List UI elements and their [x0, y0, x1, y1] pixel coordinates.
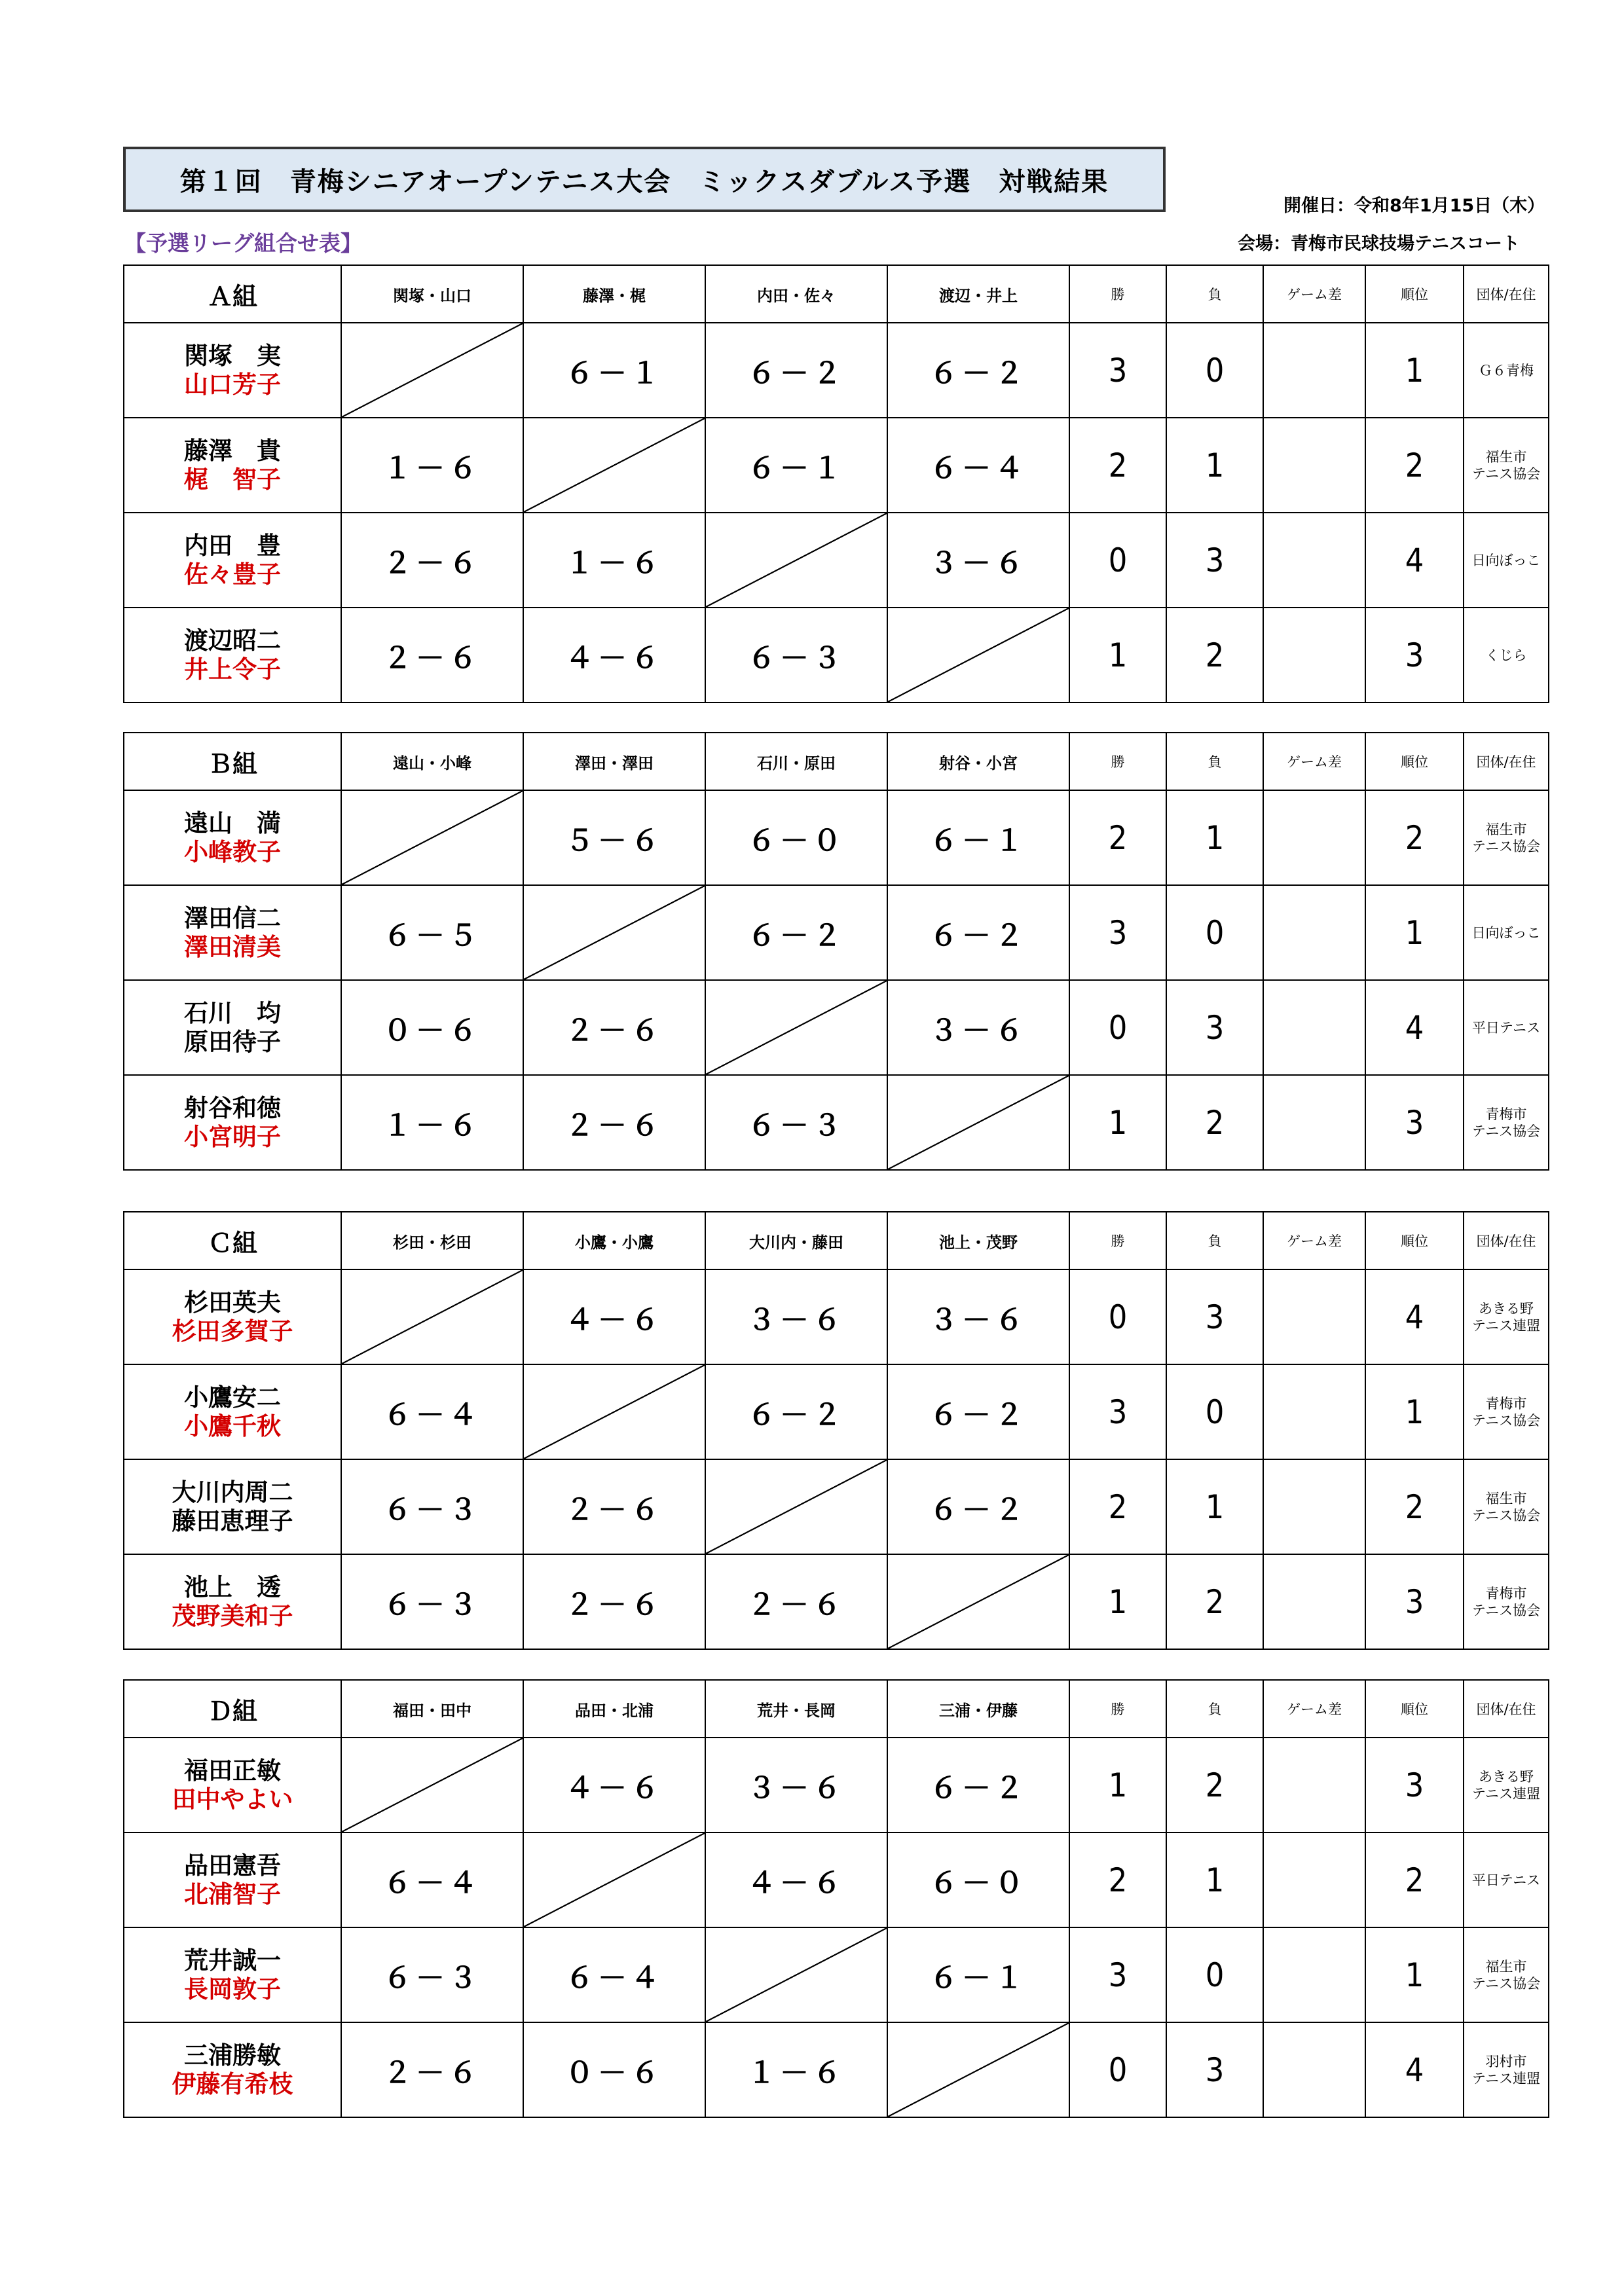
- game-diff-header: ゲーム差: [1263, 1212, 1365, 1269]
- loss-header: 負: [1166, 733, 1263, 790]
- rank: 4: [1365, 513, 1464, 608]
- player-1-name: 小鷹安二: [184, 1383, 281, 1412]
- game-diff: [1263, 418, 1365, 513]
- player-1-name: 遠山 満: [184, 809, 281, 837]
- match-score: ６－２: [705, 885, 887, 980]
- opponent-column-header: 関塚・山口: [341, 265, 523, 323]
- team-name-line: テニス連盟: [1471, 1785, 1541, 1802]
- loss-count: 1: [1166, 790, 1263, 885]
- table-row: [124, 1832, 1549, 1927]
- match-score: ５－６: [523, 790, 705, 885]
- rank: 2: [1365, 790, 1464, 885]
- match-score: ６－５: [341, 885, 523, 980]
- player-pair-names: [124, 1554, 341, 1649]
- match-score: ６－３: [705, 608, 887, 702]
- table-row: [124, 1927, 1549, 2022]
- match-score: ６－０: [887, 1832, 1069, 1927]
- team-name-line: 青梅市: [1485, 1106, 1527, 1122]
- player-2-name: 長岡敦子: [184, 1975, 281, 2003]
- loss-count: 2: [1166, 1075, 1263, 1170]
- loss-count: 1: [1166, 1832, 1263, 1927]
- win-header: 勝: [1069, 733, 1166, 790]
- match-score: ４－６: [523, 1269, 705, 1364]
- match-score: ６－４: [523, 1927, 705, 2022]
- player-2-name: 北浦智子: [184, 1880, 281, 1908]
- match-score: ３－６: [705, 1738, 887, 1832]
- player-pair-names: [124, 1269, 341, 1364]
- game-diff: [1263, 1927, 1365, 2022]
- loss-count: 0: [1166, 1927, 1263, 2022]
- player-1-name: 杉田英夫: [184, 1288, 281, 1317]
- player-pair-names: [124, 1459, 341, 1554]
- rank: 3: [1365, 1738, 1464, 1832]
- self-match-cell: [705, 980, 887, 1075]
- player-2-name: 小鷹千秋: [184, 1412, 281, 1440]
- rank-header: 順位: [1365, 1680, 1464, 1738]
- match-score: １－６: [705, 2022, 887, 2117]
- player-2-name: 山口芳子: [184, 370, 281, 399]
- rank: 1: [1365, 1927, 1464, 2022]
- game-diff-header: ゲーム差: [1263, 1680, 1365, 1738]
- match-score: １－６: [341, 1075, 523, 1170]
- match-score: ３－６: [705, 1269, 887, 1364]
- loss-count: 0: [1166, 885, 1263, 980]
- match-score: ０－６: [341, 980, 523, 1075]
- team-name-line: Ｇ６青梅: [1479, 362, 1534, 378]
- group-name: Ｂ組: [124, 733, 341, 790]
- player-pair-names: [124, 1832, 341, 1927]
- rank: 4: [1365, 2022, 1464, 2117]
- match-score: ６－４: [341, 1364, 523, 1459]
- player-pair-names: [124, 2022, 341, 2117]
- rank: 3: [1365, 1075, 1464, 1170]
- player-1-name: 関塚 実: [184, 341, 281, 370]
- game-diff: [1263, 1364, 1365, 1459]
- win-count: 1: [1069, 1738, 1166, 1832]
- game-diff: [1263, 2022, 1365, 2117]
- rank-header: 順位: [1365, 265, 1464, 323]
- loss-count: 0: [1166, 323, 1263, 418]
- game-diff: [1263, 1075, 1365, 1170]
- win-count: 3: [1069, 1364, 1166, 1459]
- match-score: ３－６: [887, 980, 1069, 1075]
- opponent-column-header: 射谷・小宮: [887, 733, 1069, 790]
- match-score: ２－６: [341, 608, 523, 702]
- self-match-cell: [341, 790, 523, 885]
- player-1-name: 渡辺昭二: [184, 626, 281, 655]
- team-name-line: 福生市: [1485, 448, 1527, 465]
- team-name: [1464, 2022, 1549, 2117]
- rank: 2: [1365, 1459, 1464, 1554]
- team-name-line: 羽村市: [1485, 2053, 1527, 2069]
- match-score: ６－４: [341, 1832, 523, 1927]
- win-count: 2: [1069, 1832, 1166, 1927]
- team-name: [1464, 1554, 1549, 1649]
- team-name-line: テニス協会: [1471, 1412, 1541, 1429]
- win-count: 2: [1069, 418, 1166, 513]
- team-name-line: テニス協会: [1471, 1123, 1541, 1139]
- team-name-line: 日向ぼっこ: [1471, 924, 1541, 941]
- event-venue: 会場：青梅市民球技場テニスコート: [1238, 234, 1520, 254]
- player-2-name: 小宮明子: [184, 1122, 281, 1151]
- game-diff: [1263, 790, 1365, 885]
- table-row: [124, 513, 1549, 608]
- win-count: 0: [1069, 513, 1166, 608]
- win-count: 2: [1069, 790, 1166, 885]
- win-count: 1: [1069, 1554, 1166, 1649]
- player-pair-names: [124, 980, 341, 1075]
- team-name-line: 青梅市: [1485, 1395, 1527, 1412]
- player-1-name: 荒井誠一: [184, 1946, 281, 1975]
- rank: 3: [1365, 608, 1464, 702]
- rank-header: 順位: [1365, 733, 1464, 790]
- game-diff: [1263, 323, 1365, 418]
- opponent-column-header: 澤田・澤田: [523, 733, 705, 790]
- loss-header: 負: [1166, 1680, 1263, 1738]
- win-count: 0: [1069, 1269, 1166, 1364]
- player-1-name: 池上 透: [184, 1573, 281, 1601]
- table-row: [124, 980, 1549, 1075]
- table-row: [124, 323, 1549, 418]
- player-1-name: 品田憲吾: [184, 1851, 281, 1880]
- group-table: [123, 1679, 1549, 2118]
- loss-count: 1: [1166, 1459, 1263, 1554]
- group-header-row: [124, 265, 1549, 323]
- team-name-line: 青梅市: [1485, 1585, 1527, 1601]
- player-1-name: 福田正敏: [184, 1756, 281, 1785]
- match-score: ２－６: [523, 980, 705, 1075]
- loss-count: 2: [1166, 1738, 1263, 1832]
- team-header: 団体/在住: [1464, 1212, 1549, 1269]
- match-score: ６－３: [341, 1927, 523, 2022]
- self-match-cell: [705, 1459, 887, 1554]
- loss-count: 3: [1166, 2022, 1263, 2117]
- player-1-name: 三浦勝敏: [184, 2041, 281, 2069]
- match-score: ３－６: [887, 513, 1069, 608]
- player-1-name: 大川内周二: [172, 1478, 293, 1506]
- group-table: [123, 732, 1549, 1171]
- group-header-row: [124, 1680, 1549, 1738]
- player-2-name: 田中やよい: [172, 1785, 293, 1813]
- table-row: [124, 1364, 1549, 1459]
- match-score: ６－３: [705, 1075, 887, 1170]
- player-pair-names: [124, 1738, 341, 1832]
- self-match-cell: [341, 1269, 523, 1364]
- player-1-name: 内田 豊: [184, 531, 281, 560]
- match-score: ６－２: [887, 323, 1069, 418]
- win-count: 0: [1069, 2022, 1166, 2117]
- match-score: ４－６: [523, 608, 705, 702]
- event-date: 開催日：令和8年1月15日（木）: [1283, 196, 1545, 216]
- team-name: [1464, 790, 1549, 885]
- win-count: 3: [1069, 885, 1166, 980]
- player-2-name: 小峰教子: [184, 837, 281, 866]
- rank: 2: [1365, 418, 1464, 513]
- table-row: [124, 2022, 1549, 2117]
- player-1-name: 藤澤 貴: [184, 436, 281, 465]
- loss-count: 3: [1166, 980, 1263, 1075]
- match-score: ２－６: [523, 1075, 705, 1170]
- rank: 4: [1365, 1269, 1464, 1364]
- team-name-line: あきる野: [1479, 1300, 1534, 1317]
- team-name: [1464, 1364, 1549, 1459]
- match-score: ６－３: [341, 1554, 523, 1649]
- team-name-line: テニス協会: [1471, 838, 1541, 854]
- match-score: ６－２: [887, 1364, 1069, 1459]
- rank: 1: [1365, 323, 1464, 418]
- self-match-cell: [523, 1364, 705, 1459]
- player-pair-names: [124, 885, 341, 980]
- team-name-line: くじら: [1485, 647, 1527, 663]
- section-subtitle: 【予選リーグ組合せ表】: [124, 230, 362, 256]
- game-diff: [1263, 1832, 1365, 1927]
- self-match-cell: [887, 1554, 1069, 1649]
- player-pair-names: [124, 1927, 341, 2022]
- opponent-column-header: 藤澤・梶: [523, 265, 705, 323]
- player-2-name: 佐々豊子: [184, 560, 281, 589]
- group-table: [123, 1211, 1549, 1650]
- table-row: [124, 1459, 1549, 1554]
- page-title: 第１回 青梅シニアオープンテニス大会 ミックスダブルス予選 対戦結果: [123, 147, 1166, 212]
- self-match-cell: [887, 1075, 1069, 1170]
- match-score: ３－６: [887, 1269, 1069, 1364]
- opponent-column-header: 渡辺・井上: [887, 265, 1069, 323]
- self-match-cell: [523, 1832, 705, 1927]
- match-score: ２－６: [523, 1459, 705, 1554]
- team-name: [1464, 1269, 1549, 1364]
- team-name: [1464, 608, 1549, 702]
- player-2-name: 茂野美和子: [172, 1601, 293, 1630]
- win-header: 勝: [1069, 265, 1166, 323]
- loss-count: 0: [1166, 1364, 1263, 1459]
- opponent-column-header: 大川内・藤田: [705, 1212, 887, 1269]
- table-row: [124, 1269, 1549, 1364]
- player-pair-names: [124, 513, 341, 608]
- player-2-name: 梶 智子: [184, 465, 281, 494]
- opponent-column-header: 内田・佐々: [705, 265, 887, 323]
- match-score: ６－２: [887, 1738, 1069, 1832]
- team-name-line: あきる野: [1479, 1768, 1534, 1785]
- team-name: [1464, 513, 1549, 608]
- player-pair-names: [124, 608, 341, 702]
- player-1-name: 石川 均: [184, 998, 281, 1027]
- match-score: ６－２: [705, 323, 887, 418]
- game-diff: [1263, 608, 1365, 702]
- match-score: ２－６: [341, 513, 523, 608]
- match-score: １－６: [523, 513, 705, 608]
- team-name-line: 福生市: [1485, 821, 1527, 837]
- player-pair-names: [124, 323, 341, 418]
- match-score: ６－０: [705, 790, 887, 885]
- match-score: ０－６: [523, 2022, 705, 2117]
- match-score: ６－１: [887, 790, 1069, 885]
- rank: 1: [1365, 1364, 1464, 1459]
- opponent-column-header: 池上・茂野: [887, 1212, 1069, 1269]
- player-1-name: 射谷和徳: [184, 1093, 281, 1122]
- player-pair-names: [124, 1075, 341, 1170]
- group-name: Ｃ組: [124, 1212, 341, 1269]
- player-1-name: 澤田信二: [184, 903, 281, 932]
- team-name-line: 平日テニス: [1471, 1872, 1541, 1888]
- loss-count: 3: [1166, 1269, 1263, 1364]
- match-score: ６－２: [887, 885, 1069, 980]
- match-score: ６－４: [887, 418, 1069, 513]
- team-name: [1464, 1738, 1549, 1832]
- team-name: [1464, 980, 1549, 1075]
- team-name: [1464, 1075, 1549, 1170]
- rank-header: 順位: [1365, 1212, 1464, 1269]
- self-match-cell: [705, 1927, 887, 2022]
- player-2-name: 杉田多賀子: [172, 1317, 293, 1345]
- group-header-row: [124, 733, 1549, 790]
- game-diff: [1263, 885, 1365, 980]
- win-count: 3: [1069, 323, 1166, 418]
- team-name-line: テニス連盟: [1471, 2070, 1541, 2086]
- team-name-line: テニス協会: [1471, 1507, 1541, 1523]
- table-row: [124, 608, 1549, 702]
- player-2-name: 澤田清美: [184, 932, 281, 961]
- self-match-cell: [887, 2022, 1069, 2117]
- table-row: [124, 418, 1549, 513]
- group-header-row: [124, 1212, 1549, 1269]
- game-diff-header: ゲーム差: [1263, 265, 1365, 323]
- group-table: [123, 264, 1549, 703]
- match-score: ６－２: [887, 1459, 1069, 1554]
- match-score: ４－６: [523, 1738, 705, 1832]
- player-pair-names: [124, 790, 341, 885]
- self-match-cell: [341, 323, 523, 418]
- self-match-cell: [705, 513, 887, 608]
- match-score: ２－６: [705, 1554, 887, 1649]
- loss-count: 1: [1166, 418, 1263, 513]
- team-name-line: テニス協会: [1471, 465, 1541, 482]
- win-count: 1: [1069, 608, 1166, 702]
- opponent-column-header: 荒井・長岡: [705, 1680, 887, 1738]
- opponent-column-header: 三浦・伊藤: [887, 1680, 1069, 1738]
- win-header: 勝: [1069, 1680, 1166, 1738]
- player-pair-names: [124, 418, 341, 513]
- team-name: [1464, 1927, 1549, 2022]
- team-name: [1464, 885, 1549, 980]
- table-row: [124, 1075, 1549, 1170]
- self-match-cell: [523, 418, 705, 513]
- group-name: Ｄ組: [124, 1680, 341, 1738]
- match-score: ６－３: [341, 1459, 523, 1554]
- rank: 1: [1365, 885, 1464, 980]
- game-diff: [1263, 1554, 1365, 1649]
- match-score: ６－１: [705, 418, 887, 513]
- rank: 4: [1365, 980, 1464, 1075]
- opponent-column-header: 遠山・小峰: [341, 733, 523, 790]
- team-name-line: テニス協会: [1471, 1975, 1541, 1992]
- match-score: ４－６: [705, 1832, 887, 1927]
- match-score: １－６: [341, 418, 523, 513]
- team-name-line: 平日テニス: [1471, 1019, 1541, 1036]
- rank: 2: [1365, 1832, 1464, 1927]
- team-header: 団体/在住: [1464, 733, 1549, 790]
- table-row: [124, 885, 1549, 980]
- game-diff: [1263, 1269, 1365, 1364]
- table-row: [124, 1554, 1549, 1649]
- opponent-column-header: 小鷹・小鷹: [523, 1212, 705, 1269]
- team-name-line: テニス協会: [1471, 1602, 1541, 1618]
- match-score: ６－２: [705, 1364, 887, 1459]
- game-diff: [1263, 1738, 1365, 1832]
- loss-header: 負: [1166, 1212, 1263, 1269]
- loss-count: 3: [1166, 513, 1263, 608]
- opponent-column-header: 福田・田中: [341, 1680, 523, 1738]
- win-count: 2: [1069, 1459, 1166, 1554]
- player-pair-names: [124, 1364, 341, 1459]
- win-count: 0: [1069, 980, 1166, 1075]
- team-name-line: テニス連盟: [1471, 1317, 1541, 1334]
- team-name: [1464, 323, 1549, 418]
- opponent-column-header: 品田・北浦: [523, 1680, 705, 1738]
- group-name: Ａ組: [124, 265, 341, 323]
- game-diff: [1263, 1459, 1365, 1554]
- match-score: ６－１: [523, 323, 705, 418]
- loss-count: 2: [1166, 608, 1263, 702]
- loss-count: 2: [1166, 1554, 1263, 1649]
- player-2-name: 原田待子: [184, 1027, 281, 1056]
- team-name-line: 福生市: [1485, 1490, 1527, 1506]
- self-match-cell: [523, 885, 705, 980]
- match-score: ２－６: [341, 2022, 523, 2117]
- team-header: 団体/在住: [1464, 265, 1549, 323]
- player-2-name: 藤田恵理子: [172, 1506, 293, 1535]
- game-diff: [1263, 980, 1365, 1075]
- self-match-cell: [341, 1738, 523, 1832]
- win-header: 勝: [1069, 1212, 1166, 1269]
- loss-header: 負: [1166, 265, 1263, 323]
- team-name: [1464, 418, 1549, 513]
- team-header: 団体/在住: [1464, 1680, 1549, 1738]
- match-score: ６－１: [887, 1927, 1069, 2022]
- rank: 3: [1365, 1554, 1464, 1649]
- win-count: 1: [1069, 1075, 1166, 1170]
- table-row: [124, 790, 1549, 885]
- team-name-line: 日向ぼっこ: [1471, 552, 1541, 568]
- player-2-name: 井上令子: [184, 655, 281, 683]
- team-name: [1464, 1459, 1549, 1554]
- player-2-name: 伊藤有希枝: [172, 2069, 293, 2098]
- team-name-line: 福生市: [1485, 1958, 1527, 1975]
- self-match-cell: [887, 608, 1069, 702]
- table-row: [124, 1738, 1549, 1832]
- match-score: ２－６: [523, 1554, 705, 1649]
- opponent-column-header: 杉田・杉田: [341, 1212, 523, 1269]
- opponent-column-header: 石川・原田: [705, 733, 887, 790]
- win-count: 3: [1069, 1927, 1166, 2022]
- game-diff: [1263, 513, 1365, 608]
- game-diff-header: ゲーム差: [1263, 733, 1365, 790]
- team-name: [1464, 1832, 1549, 1927]
